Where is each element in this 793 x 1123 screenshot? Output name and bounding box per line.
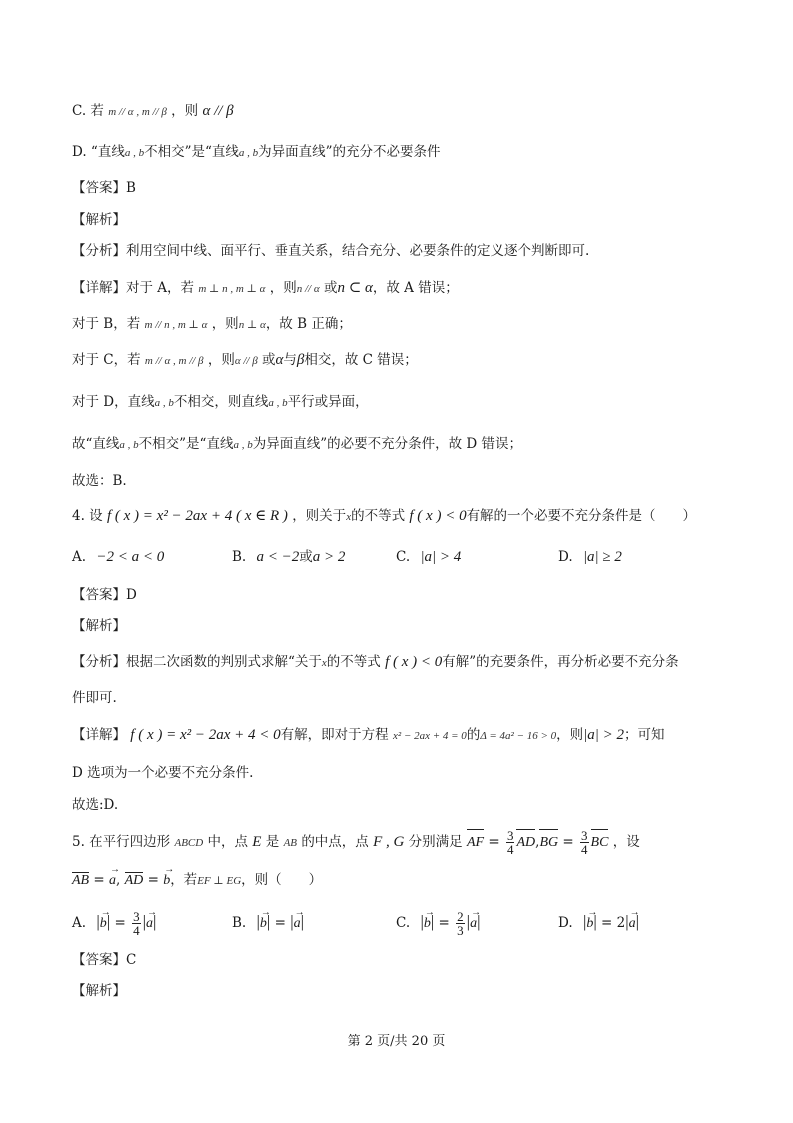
text: ，则（ ）	[241, 872, 323, 888]
q4-option-d	[558, 545, 622, 569]
math: a , b	[233, 439, 253, 451]
text: ，则	[556, 727, 584, 743]
text: 或	[323, 280, 338, 296]
text: 的中点，点	[301, 834, 369, 850]
detail-3-b	[72, 314, 352, 335]
analysis-4-text-cont: 件即可.	[72, 690, 117, 706]
question-5-cont: AB = → a, AD = → b，若EF ⊥ EG，则（ ）	[72, 870, 322, 891]
math: ABCD	[174, 837, 204, 849]
fraction	[132, 910, 141, 937]
text: 的不等式	[326, 654, 381, 670]
text: D.	[558, 549, 573, 565]
numerator: 3	[133, 909, 140, 924]
math: n // α	[296, 283, 320, 295]
detail-4-cont: D 选项为一个必要不充分条件.	[72, 765, 254, 781]
denominator: 4	[581, 842, 588, 857]
math: n ⊥ α	[238, 319, 266, 331]
vector: BC	[591, 828, 609, 858]
detail-4	[72, 725, 665, 746]
denominator: 4	[133, 923, 140, 938]
text: 【分析】根据二次函数的判别式求解“关于	[72, 654, 322, 670]
text: 为异面直线”的必要不充分条件，故 D 错误；	[252, 436, 523, 452]
vector: → a	[629, 912, 636, 936]
text: B.	[232, 549, 247, 565]
question-4	[72, 506, 696, 527]
detail-3-conclusion	[72, 434, 522, 455]
text: ，故 A 错误；	[372, 280, 459, 296]
vector: → b	[163, 871, 170, 891]
text: 5. 在平行四边形	[72, 834, 171, 850]
answer-4: 【答案】D	[72, 587, 137, 603]
answer-5: 【答案】C	[72, 952, 137, 968]
text: 对于 D，直线	[72, 394, 155, 410]
analysis-3-text: 【分析】利用空间中线、面平行、垂直关系，结合充分、必要条件的定义逐个判断即可.	[72, 243, 590, 259]
math: m // α , m // β	[144, 355, 204, 367]
fraction	[506, 829, 515, 856]
text: 【详解】对于 A，若	[72, 280, 195, 296]
math: F , G	[373, 834, 405, 850]
text: 与	[283, 352, 297, 368]
math: m ⊥ n , m ⊥ α	[198, 283, 266, 295]
math: |a| > 4	[420, 549, 462, 565]
text: 4. 设	[72, 508, 103, 524]
math: f ( x ) < 0	[385, 654, 443, 670]
text: C. 若	[72, 103, 104, 119]
vector: AF	[467, 828, 484, 858]
text: D.	[558, 915, 573, 931]
math: α // β	[202, 103, 234, 119]
math: a , b	[119, 439, 139, 451]
text: 有解”的充要条件，再分析必要不充分条	[442, 654, 679, 670]
math: a , b	[238, 147, 259, 159]
math: a , b	[124, 147, 145, 159]
vector: → b	[100, 912, 107, 936]
text: ，则	[207, 352, 235, 368]
math: m // α , m // β	[108, 106, 167, 118]
text: =	[488, 834, 500, 850]
analysis-4-text	[72, 652, 679, 673]
select-3: 故选：B.	[72, 473, 127, 489]
text: C.	[396, 549, 411, 565]
text: ，故 B 正确；	[265, 316, 352, 332]
coefficient: 2	[616, 915, 626, 931]
vector: → a	[146, 912, 153, 936]
text: 对于 B，若	[72, 316, 141, 332]
math: E	[252, 834, 262, 850]
numerator: 3	[506, 828, 514, 843]
text: 有解的一个必要不充分条件是（ ）	[466, 508, 697, 524]
text: ，则	[211, 316, 239, 332]
text: 不相交，则直线	[173, 394, 269, 410]
text: 有解，即对于方程	[280, 727, 389, 743]
q5-option-c: C. |→ b| = $\frac{2}{3}$ |→ a|	[396, 910, 480, 937]
denominator: 4	[506, 842, 514, 857]
math: α	[275, 352, 284, 368]
math: −2 < a < 0	[96, 549, 165, 565]
text: C.	[396, 915, 411, 931]
text: ，若	[170, 872, 198, 888]
math: α // β	[234, 355, 258, 367]
analysis-3-label: 【解析】	[72, 212, 126, 228]
vector: → b	[424, 912, 431, 936]
math: f ( x ) < 0	[409, 508, 467, 524]
text: 不相交”是“直线	[138, 436, 234, 452]
denominator: 3	[457, 923, 464, 938]
math: a < −2	[256, 549, 300, 565]
option-d-line	[72, 142, 441, 163]
option-c-line	[72, 101, 234, 122]
analysis-4-label: 【解析】	[72, 618, 126, 634]
fraction	[456, 910, 465, 937]
text: 故“直线	[72, 436, 120, 452]
math: x² − 2ax + 4 = 0	[392, 730, 467, 742]
vector: → b	[260, 912, 267, 936]
vector: AD	[516, 828, 535, 858]
text: ，则	[171, 103, 199, 119]
math: f ( x ) = x² − 2ax + 4 ( x ∈ R )	[106, 508, 288, 524]
text: 平行或异面，	[287, 394, 369, 410]
text: B.	[232, 915, 247, 931]
text: 或	[262, 352, 276, 368]
detail-3-a	[72, 278, 459, 299]
text: 的	[466, 727, 481, 743]
text: 不相交”是“直线	[144, 144, 239, 160]
vector: AB	[72, 871, 89, 891]
text: 为异面直线”的充分不必要条件	[258, 144, 441, 160]
math: n ⊂ α	[337, 280, 373, 296]
math: EF ⊥ EG	[197, 875, 242, 887]
text: 的不等式	[351, 508, 406, 524]
vector: AD	[125, 871, 144, 891]
text: 相交，故 C 错误；	[304, 352, 418, 368]
vector: → b	[586, 912, 593, 936]
text: 中，点	[207, 834, 248, 850]
question-5: 5. 在平行四边形 ABCD 中，点 E 是 AB 的中点，点 F , G 分别满足 AF = $\frac{3}{4}$ AD,BG = $\frac{3}{4}$ BC ，设	[72, 828, 640, 857]
math: AB	[283, 837, 298, 849]
text: 【详解】	[72, 727, 126, 743]
math: a > 2	[312, 549, 346, 565]
numerator: 3	[581, 828, 588, 843]
q5-option-d: D. |→ b| = 2|→ a|	[558, 910, 639, 936]
vector: → a	[294, 912, 301, 936]
vector: → a	[470, 912, 477, 936]
q5-option-b: B. |→ b| = |→ a|	[232, 910, 304, 936]
vector: → a	[109, 871, 116, 891]
text: ；可知	[624, 727, 665, 743]
math: m // n , m ⊥ α	[144, 319, 208, 331]
q4-option-c	[396, 545, 461, 569]
text: 对于 C，若	[72, 352, 141, 368]
text: 或	[299, 549, 313, 565]
math: x	[346, 511, 352, 523]
detail-3-c	[72, 350, 418, 371]
text: ，则关于	[292, 508, 347, 524]
text: ，则	[269, 280, 297, 296]
text: ，设	[612, 834, 640, 850]
text: 分别满足	[408, 834, 463, 850]
math: f ( x ) = x² − 2ax + 4 < 0	[130, 727, 281, 743]
math: x	[321, 657, 327, 669]
numerator: 2	[457, 909, 464, 924]
page-footer: 第 2 页/共 20 页	[347, 1034, 446, 1049]
text: D. “直线	[72, 144, 125, 160]
select-4: 故选:D.	[72, 797, 119, 813]
q4-option-a	[72, 545, 164, 569]
answer-3: 【答案】B	[72, 180, 136, 196]
math: |a| ≥ 2	[582, 549, 622, 565]
text: 是	[265, 834, 280, 850]
math: a , b	[154, 397, 174, 409]
analysis-5-label: 【解析】	[72, 983, 126, 999]
fraction	[580, 829, 589, 856]
detail-3-d	[72, 392, 369, 413]
vector: BG	[539, 828, 558, 858]
q5-option-a: A. |→ b| = $\frac{3}{4}$ |→ a|	[72, 910, 156, 937]
q4-option-b	[232, 545, 345, 569]
text: A.	[72, 549, 87, 565]
text: A.	[72, 915, 87, 931]
math: Δ = 4a² − 16 > 0	[480, 730, 557, 742]
math: β	[296, 352, 305, 368]
math: a , b	[268, 397, 288, 409]
math: |a| > 2	[583, 727, 625, 743]
